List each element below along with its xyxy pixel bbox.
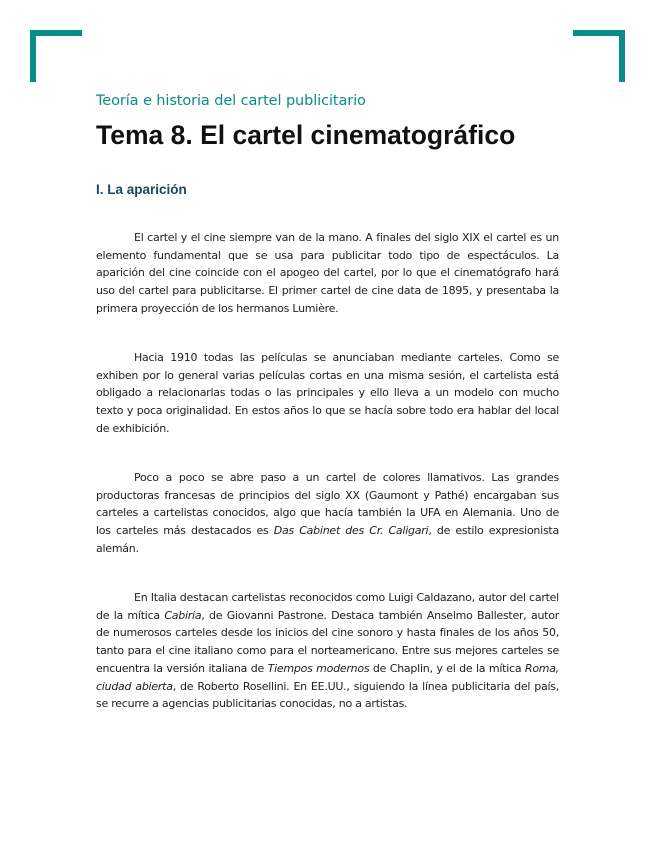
document-subtitle: Teoría e historia del cartel publicitario	[96, 93, 366, 109]
film-title-cabiria: Cabiria	[164, 608, 202, 622]
corner-bracket-top-left	[30, 30, 82, 82]
paragraph-1: El cartel y el cine siempre van de la mano. A finales del siglo XIX el cartel es un elemento fundamental que se usa para publicitar todo tipo de espectáculos. La aparición del cine coincide con el apogeo del cartel, por lo que el cinematógrafo hará uso del cartel para publicitarse. El primer cartel de cine data de 1895, y presentaba la primera proyección de los hermanos Lumière.	[96, 231, 559, 315]
film-title-tiempos-modernos: Tiempos modernos	[267, 661, 370, 675]
paragraph-4-text-c: de Chaplin, y el de la mítica	[369, 661, 525, 675]
film-title-caligari: Das Cabinet des Cr. Caligari	[273, 524, 429, 538]
paragraph-3-text-b: , de estilo expresionista alemán.	[96, 524, 559, 555]
paragraph-2: Hacia 1910 todas las películas se anunciaban mediante carteles. Como se exhiben por lo general varias películas cortas en una misma sesión, el cartelista está obligado a relacionarlas todas o las principales y ello lleva a un modelo con mucho texto y poca originalidad. En estos años lo que se hacía sobre todo era hablar del local de exhibición.	[96, 351, 559, 435]
page-title: Tema 8. El cartel cinematográfico	[96, 120, 516, 150]
paragraph-3	[96, 469, 559, 558]
paragraph-4-text-a: En Italia destacan cartelistas reconocidos como Luigi Caldazano, autor del cartel de la mítica	[96, 591, 559, 622]
paragraph-4-text-d: , de Roberto Rosellini. En EE.UU., siguiendo la línea publicitaria del país, se recurre a agencias publicitarias conocidas, no a artistas.	[96, 679, 559, 711]
section-heading: I. La aparición	[96, 182, 187, 197]
paragraph-4-text-b: , de Giovanni Pastrone. Destaca también Anselmo Ballester, autor de numerosos carteles desde los inicios del cine sonoro y hasta finales de los años 50, tanto para el cine italiano como para el norteamericano. Entre sus mejores carteles se encuentra la versión italiana de	[96, 608, 559, 675]
film-title-roma: Roma, ciudad abierta	[96, 661, 559, 693]
paragraph-4	[96, 589, 559, 713]
corner-bracket-top-right	[573, 30, 625, 82]
paragraph-3-text-a: Poco a poco se abre paso a un cartel de colores llamativos. Las grandes productoras francesas de principios del siglo XX (Gaumont y Pathé) encargaban sus carteles a cartelistas conocidos, algo que hacía también la UFA en Alemania. Uno de los carteles más destacados es	[96, 471, 559, 538]
